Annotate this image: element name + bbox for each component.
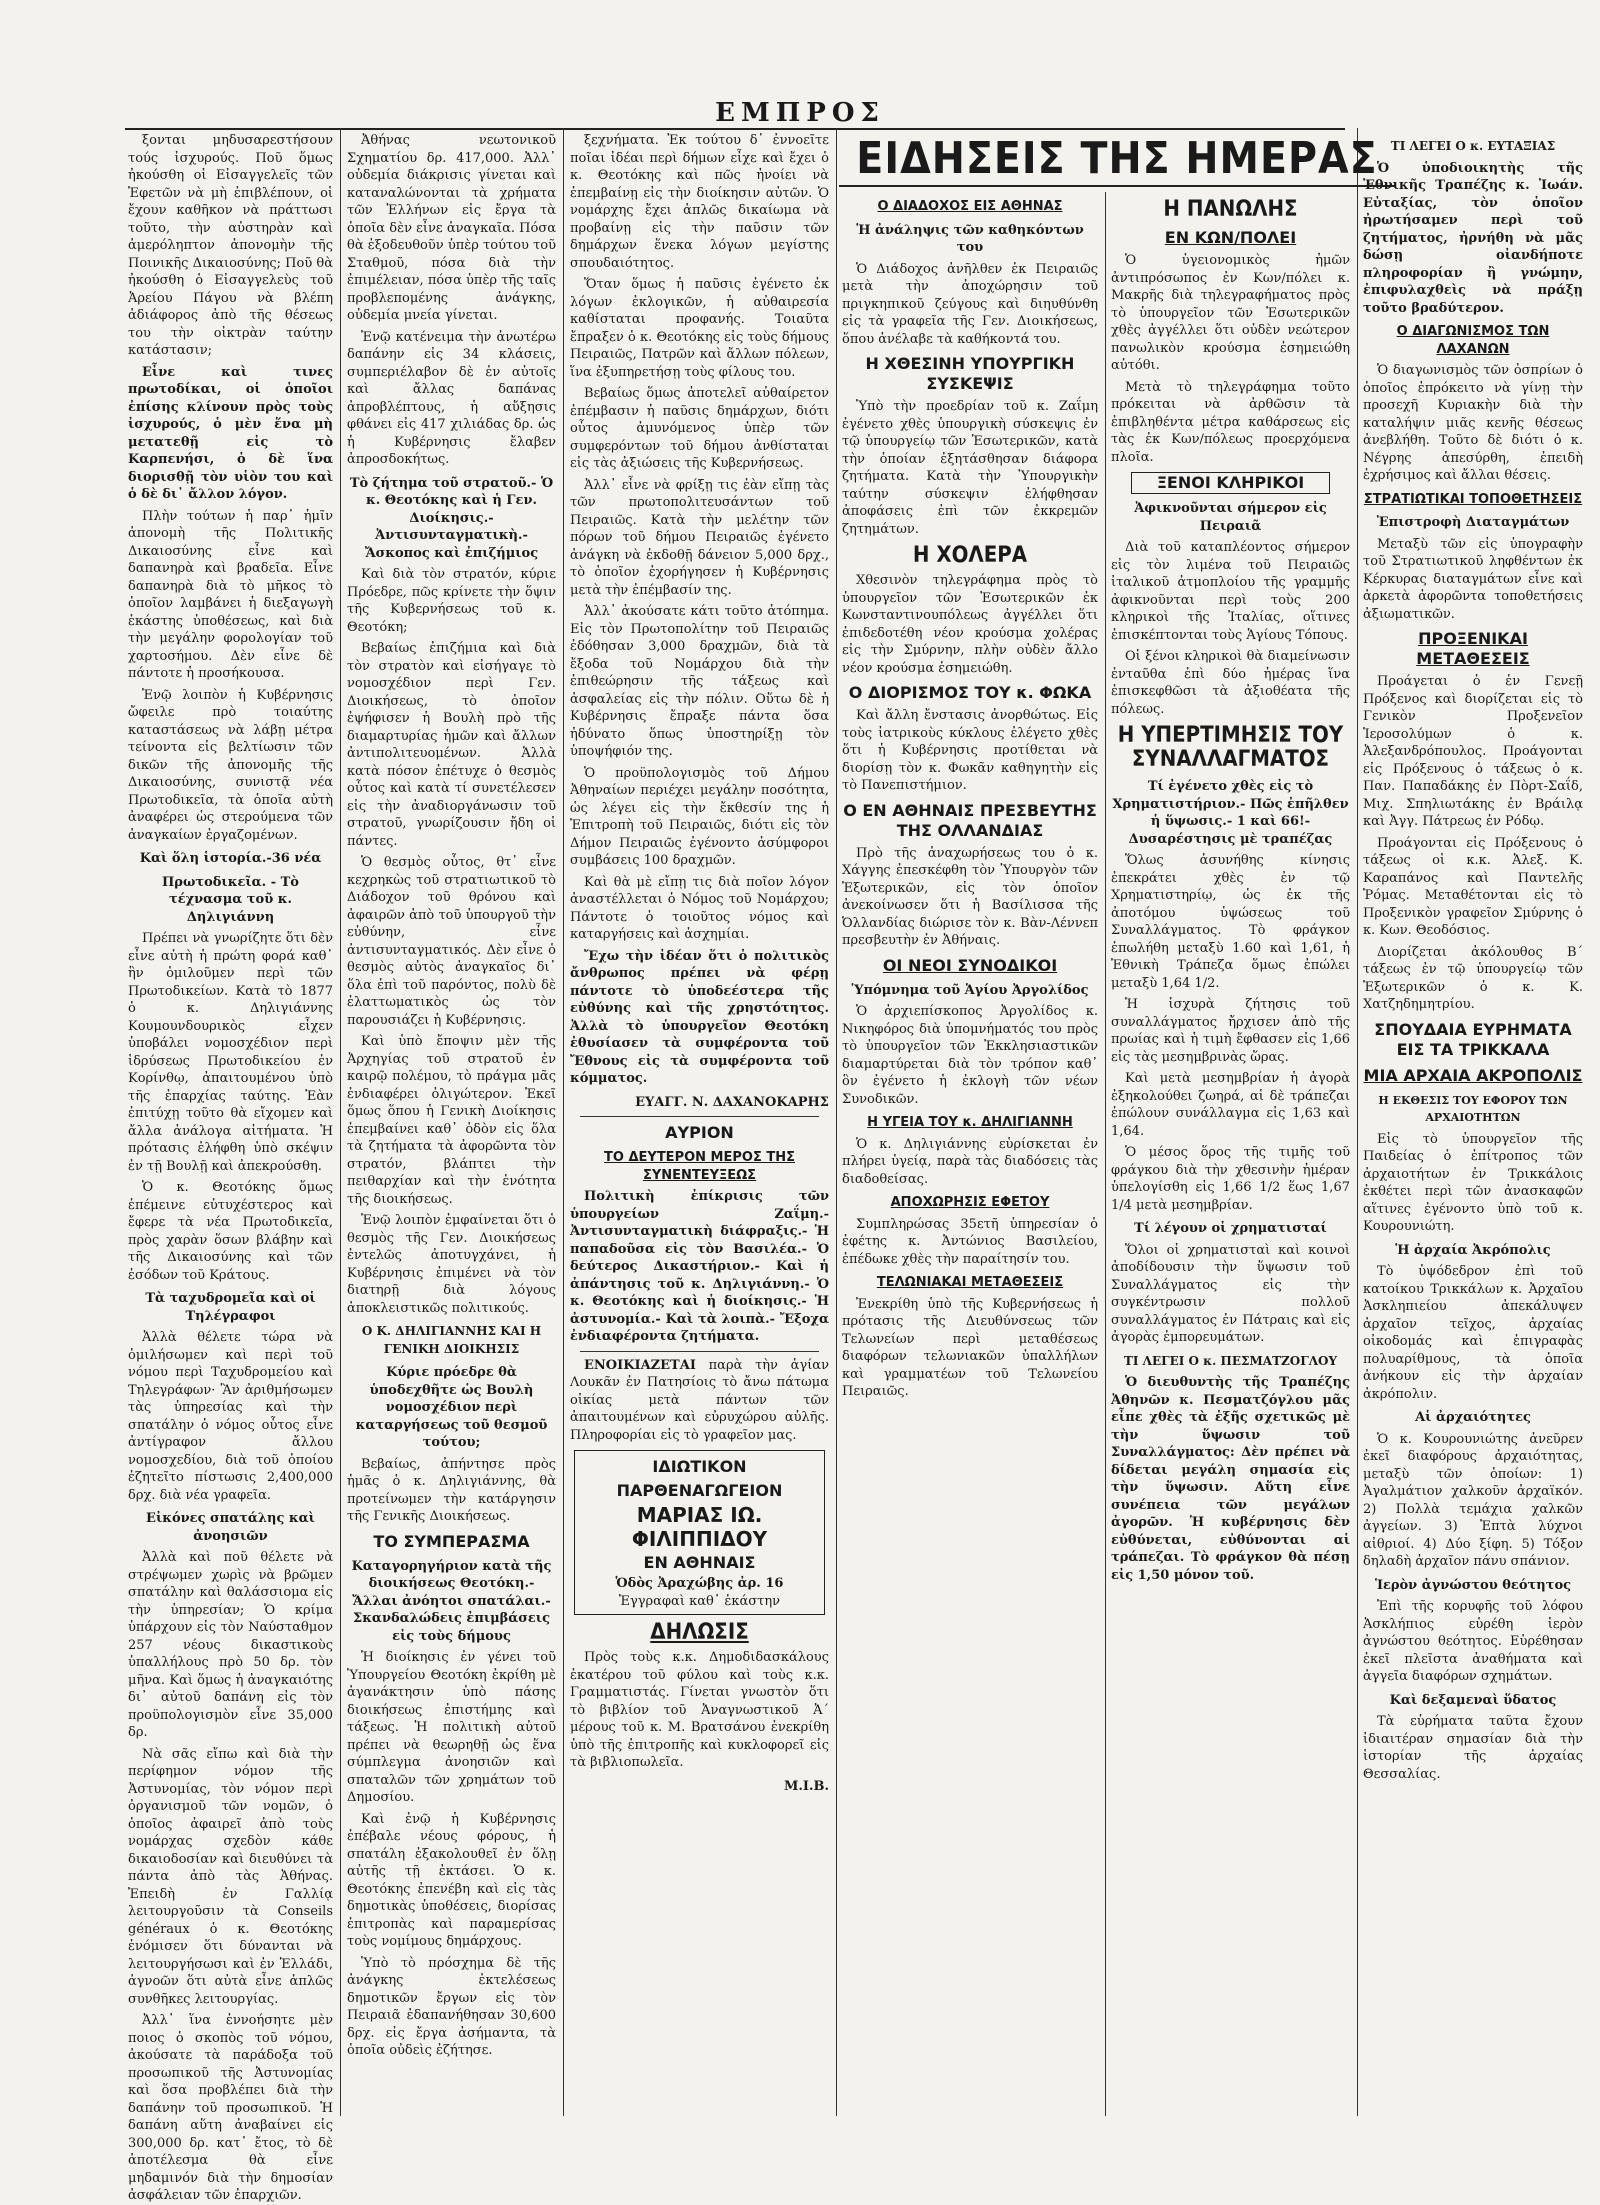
article-paragraph: Ἀλλ᾽ εἶνε νὰ φρίξῃ τις ἐὰν εἴπῃ τὰς τῶν πρωτοπολιτευσάντων τοῦ Πειραιῶς. Κατὰ τὴν μελέτην τῶν πόρων τοῦ δήμου Πειραιῶς ἐγένετο ἀνάγκη νὰ ἐκδοθῇ δάνειον 5,000 δρχ., τὸ ὁποῖον ἐχορήγησεν ἡ Κυβέρνησις μετὰ τὴν ἐπέμβασίν της. bbox=[570, 477, 829, 598]
column-4 bbox=[842, 192, 1098, 2111]
article-paragraph: Πολιτικὴ ἐπίκρισις τῶν ὑπουργείων Ζαΐμη.- Ἀντισυνταγματικὴ διάφραξις.- Ἡ παπαδοῦσα εἰς τὸν Βασιλέα.- Ὁ δεύτερος Δικαστήριον.- Καὶ ἡ ἀπάντησις τοῦ κ. Δηλιγιάννη.- Ὁ κ. Θεοτόκης καὶ ἡ διοίκησις.- Ἡ ἀστυνομία.- Καὶ τὰ λοιπὰ.- Ἔξοχα ἐνδιαφέροντα ζητήματα. bbox=[570, 1189, 829, 1344]
section-heading: Η ΧΟΛΕΡΑ bbox=[912, 543, 1028, 568]
subheading: Κύριε πρόεδρε θὰ ὑποδεχθῆτε ὡς Βουλὴ νομοσχέδιον περὶ καταργήσεως τοῦ θεσμοῦ τούτου; bbox=[355, 1365, 548, 1450]
subheading: Η ΕΚΘΕΣΙΣ ΤΟΥ ΕΦΟΡΟΥ ΤΩΝ ΑΡΧΑΙΟΤΗΤΩΝ bbox=[1378, 1093, 1568, 1124]
subheading: ΤΙ ΛΕΓΕΙ Ο κ. ΠΕΣΜΑΤΖΟΓΛΟΥ bbox=[1123, 1353, 1338, 1368]
section-heading: Ο ΔΙΟΡΙΣΜΟΣ ΤΟΥ κ. ΦΩΚΑ bbox=[848, 683, 1092, 702]
article-paragraph: Ἀλλὰ θέλετε τώρα νὰ ὁμιλήσωμεν καὶ περὶ τοῦ νόμου περὶ Ταχυδρομείου καὶ Τηλεγράφων· Ἂν ἀριθμήσωμεν τὰς ὑπηρεσίας καὶ τὴν σπατάλην ὁ νόμος οὗτος εἶνε ἀντίγραφον ἄλλου νομοσχεδίου, διὰ τοῦ ὁποίου ἐζητεῖτο πίστωσις 2,400,000 δρχ. διὰ νέα γραφεῖα. bbox=[128, 1330, 333, 1503]
separator bbox=[580, 1116, 819, 1117]
column-2 bbox=[347, 132, 556, 2111]
ad-address: Ὁδὸς Ἀραχώβης ἀρ. 16 bbox=[615, 1576, 784, 1591]
signature: ΕΥΑΓΓ. Ν. ΔΑΧΑΝΟΚΑΡΗΣ bbox=[635, 1094, 829, 1110]
subheading: Καὶ ὅλη ἱστορία.-36 νέα bbox=[139, 851, 322, 866]
news-of-the-day-banner: ΕΙΔΗΣΕΙΣ ΤΗΣ ΗΜΕΡΑΣ bbox=[839, 133, 1395, 187]
section-heading: ΑΠΟΧΩΡΗΣΙΣ ΕΦΕΤΟΥ bbox=[890, 1195, 1050, 1210]
article-paragraph: Ἔχω τὴν ἰδέαν ὅτι ὁ πολιτικὸς ἄνθρωπος πρέπει νὰ φέρῃ πάντοτε τὸ ὑποδεέστερα τῆς εὐθύνης καὶ τῆς χρηστότητος. Ἀλλὰ τὸ ὑπουργεῖον Θεοτόκη ἐθυσίασεν τὰ συμφέροντα τοῦ Ἔθνους εἰς τὰ συμφέροντα τοῦ κόμματος. bbox=[570, 948, 829, 1086]
signature: Μ.Ι.Β. bbox=[783, 1778, 829, 1794]
article-paragraph: Πλὴν τούτων ἡ παρ᾽ ἡμῖν ἀπονομὴ τῆς Πολιτικῆς Δικαιοσύνης εἶνε καὶ δαπανηρὰ καὶ βραδεῖα. Εἶνε δαπανηρὰ διὰ τὸ μῆκος τὸ ὁποῖον λαμβάνει ἡ διεξαγωγὴ ἑκάστης ὑποθέσεως, καὶ διὰ τὴν μεγάλην φορολογίαν τοῦ χαρτοσήμου. Δὲν εἶνε δὲ πάντοτε ἡ προσήκουσα. bbox=[128, 508, 333, 681]
article-paragraph: Καὶ θὰ μὲ εἴπῃ τις διὰ ποῖον λόγον ἀναστέλλεται ὁ Νόμος τοῦ Νομάρχου; Πάντοτε ὁ τοιοῦτος νόμος καὶ καταργήσεις καὶ ἀσχημίαι. bbox=[570, 874, 829, 942]
ad-title: ΕΝ ΑΘΗΝΑΙΣ bbox=[643, 1553, 756, 1572]
subheading: Ἡ ἀρχαία Ἀκρόπολις bbox=[1395, 1242, 1551, 1258]
article-paragraph: Τὸ ὑψόδεδρον ἐπὶ τοῦ κατοίκου Τρικκάλων κ. Ἀρχαῖου Ἀσκληπιείου ἀπεκάλυψεν ἀρχαῖον τεῖχος, ἀρχαίας οἰκοδομάς καὶ ἐπιγραφὰς πολυαρίθμους, τὰ ὁποῖα ἀνήκουν εἰς τὴν ἀρχαίαν ἀκρόπολιν. bbox=[1363, 1264, 1583, 1402]
article-paragraph: Βεβαίως ἐπιζήμια καὶ διὰ τὸν στρατὸν καὶ εἰσήγαγε τὸ νομοσχέδιον περὶ Γεν. Διοικήσεως, τὸ ὁποῖον ἐψήφισεν ἡ Βουλὴ πρὸ τῆς διαμαρτυρίας ἡμῶν καὶ ἄλλων ἀντιπολιτευομένων. Ἀλλὰ κατὰ πόσον ἐπέτυχε ὁ θεσμὸς οὗτος καὶ κατὰ τί συνετέλεσεν εἰς τὴν ἀναδιοργάνωσιν τοῦ στρατοῦ, γνωρίζουσιν ἤδη οἱ πάντες. bbox=[347, 641, 556, 849]
subheading: Ἱερὸν ἀγνώστου θεότητος bbox=[1374, 1577, 1572, 1593]
article-paragraph: Μετὰ τὸ τηλεγράφημα τοῦτο πρόκειται νὰ ἀρθῶσιν τὰ ἐπιβληθέντα μέτρα καθάρσεως εἰς τὰς ἐκ Κων/πόλεως προερχόμενα πλοῖα. bbox=[1111, 379, 1350, 465]
subheading: Ο Κ. ΔΗΛΙΓΙΑΝΝΗΣ ΚΑΙ Η ΓΕΝΙΚΗ ΔΙΟΙΚΗΣΙΣ bbox=[361, 1324, 542, 1356]
article-paragraph: Τὰ εὑρήματα ταῦτα ἔχουν ἰδιαιτέραν σημασίαν διὰ τὴν ἱστορίαν τῆς ἀρχαίας Θεσσαλίας. bbox=[1363, 1714, 1583, 1782]
ad-note: Ἐγγραφαὶ καθ᾽ ἑκάστην bbox=[618, 1593, 781, 1609]
ad-title: ΜΑΡΙΑΣ ΙΩ. ΦΙΛΙΠΠΙΔΟΥ bbox=[631, 1503, 768, 1551]
article-paragraph: Ἐπὶ τῆς κορυφῆς τοῦ λόφου Ἀσκλήπιος εὑρέθη ἱερὸν ἀγνώστου θεότητος. Εὑρέθησαν ἐκεῖ πλεῖστα ἀναθήματα καὶ ἀγγεῖα διαφόρων σχημάτων. bbox=[1363, 1599, 1583, 1684]
ad-title: ΙΔΙΩΤΙΚΟΝ ΠΑΡΘΕΝΑΓΩΓΕΙΟΝ bbox=[616, 1457, 783, 1500]
section-heading: ΑΥΡΙΟΝ bbox=[665, 1123, 734, 1142]
section-heading: Ο ΔΙΑΓΩΝΙΣΜΟΣ ΤΩΝ ΛΑΧΑΝΩΝ bbox=[1396, 324, 1550, 357]
article-paragraph: Χθεσινὸν τηλεγράφημα πρὸς τὸ ὑπουργεῖον τῶν Ἐσωτερικῶν ἐκ Κωνσταντινουπόλεως ἀγγέλλει ὅτι ἐπιδεδοτέθη νέον κρούσμα χολέρας εἰς τὴν Σμύρνην, πλὴν οὐδὲν ἄλλο νέον κρούσμα ἐσημειώθη. bbox=[842, 573, 1098, 676]
article-paragraph: Ἀλλὰ καὶ ποῦ θέλετε νὰ στρέψωμεν χωρὶς νὰ βρῶμεν σπατάλην καὶ θαλάσσιομα εἰς τὴν ὑπηρεσίαν; Ὁ κρίμα ὑπάρχουν εἰς τὸν Ναύσταθμον 257 νέους δικαστικοὺς ὑπαλλήλους πρὸ 50 δρ. τὸν μῆνα. Καὶ ὅμως ἡ ἀναγκαιότης δι᾽ αὐτοῦ δαπάνη εἰς τὸν προϋπολογισμὸν εἶνε 35,000 δρ. bbox=[128, 1550, 333, 1740]
subheading: Τί λέγουν οἱ χρηματισταί bbox=[1134, 1221, 1327, 1236]
column-1 bbox=[128, 132, 333, 2203]
subheading: Ἡ ἀνάληψις τῶν καθηκόντων του bbox=[856, 222, 1084, 255]
column-5 bbox=[1111, 192, 1350, 2111]
article-paragraph: Ὅλοι οἱ χρηματισταὶ καὶ κοινοὶ ἀποδίδουσιν τὴν ὕψωσιν τοῦ Συναλλάγματος εἰς τὴν συγκέντρωσιν πολλοῦ συναλλάγματος ἐν Πάτραις καὶ εἰς ἀγορὰς ἐμπορευμάτων. bbox=[1111, 1242, 1350, 1345]
article-paragraph: Καὶ ἐνῷ ἡ Κυβέρνησις ἐπέβαλε νέους φόρους, ἡ σπατάλη ἐξακολουθεῖ ἐν ὅλῃ αὐτῆς τῇ ἐκτάσει. Ὁ κ. Θεοτόκης ἐπενέβη καὶ εἰς τὰς δημοτικὰς ὑποθέσεις, διορίσας ἐπιτροπὰς καὶ παραμερίσας τοὺς νομίμους δημάρχους. bbox=[347, 1811, 556, 1949]
article-paragraph: Εἰς τὸ ὑπουργεῖον τῆς Παιδείας ὁ ἐπίτροπος τῶν ἀρχαιοτήτων ἐν Τρικκάλοις ἐκθέτει περὶ τῶν ἀνασκαφῶν αἵτινες ἐγένοντο ὑπὸ τοῦ κ. Κουρουνιώτη. bbox=[1363, 1131, 1583, 1234]
section-heading: ΤΕΛΩΝΙΑΚΑΙ ΜΕΤΑΘΕΣΕΙΣ bbox=[876, 1275, 1064, 1290]
article-paragraph: Συμπληρώσας 35ετῆ ὑπηρεσίαν ὁ ἐφέτης κ. Ἀντώνιος Βασιλείου, ἐπέδωκε χθὲς τὴν παραίτησίν του. bbox=[842, 1216, 1098, 1267]
article-paragraph: Διορίζεται ἀκόλουθος Β΄ τάξεως ἐν τῷ ὑπουργείῳ τῶν Ἐξωτερικῶν ὁ κ. Κ. Χατζηδημητρίου. bbox=[1363, 944, 1583, 1012]
column-divider bbox=[1357, 128, 1358, 2116]
article-paragraph: Βεβαίως ὅμως ἀποτελεῖ αὐθαίρετον ἐπέμβασιν ἡ παῦσις δημάρχων, διότι οὗτος ἀμυνόμενος ὑπὲρ τῶν συμφερόντων τοῦ δήμου ἀνθίσταται εἰς τὰς ἀξιώσεις τῆς Κυβερνήσεως. bbox=[570, 386, 829, 471]
article-paragraph: Ὁ θεσμὸς οὗτος, θτ᾽ εἶνε κεχρηκὼς τοῦ στρατιωτικοῦ τὸ Διάδοχον τοῦ θρόνου καὶ ἀφαιρῶν ἀπὸ τοῦ ὑπουργοῦ τὴν εὐθύνην, εἶνε ἀντισυνταγματικός. Δὲν εἶνε ὁ θεσμὸς αὐτὸς ἀναγκαῖος δι᾽ ὅλα ἐπὶ τοῦ παρόντος, πολὺ δὲ ἐλαττωματικὸς ὡς τὸν παρουσιάζει ἡ Κυβέρνησις. bbox=[347, 855, 556, 1028]
article-paragraph: Ὁ προϋπολογισμὸς τοῦ Δήμου Ἀθηναίων περιέχει μεγάλην ποσότητα, ὡς λέγει εἰς τὴν ἔκθεσίν της ἡ Ἐπιτροπὴ τοῦ Πειραιῶς, διότι εἰς τὸν Δήμον Πειραιῶς ἐγένοντο ἀσύμφοροι συμβάσεις 100 δραχμῶν. bbox=[570, 765, 829, 868]
section-heading: ΞΕΝΟΙ ΚΛΗΡΙΚΟΙ bbox=[1131, 472, 1330, 494]
article-paragraph: Οἱ ξένοι κληρικοὶ θὰ διαμείνωσιν ἐνταῦθα ἐπὶ δύο ἡμέρας ἵνα ἐπισκεφθῶσι τὰ ἀξιοθέατα τῆς πόλεως. bbox=[1111, 649, 1350, 717]
article-paragraph: Πρὸς τοὺς κ.κ. Δημοδιδασκάλους ἑκατέρου τοῦ φύλου καὶ τοὺς κ.κ. Γραμματιστάς. Γίνεται γνωστὸν ὅτι τὸ βιβλίον τοῦ Ἀναγνωστικοῦ Ἀ΄ μέρους τοῦ κ. Μ. Βρατσάνου ἐνεκρίθη ὑπὸ τῆς ἐπιτροπῆς καὶ κυκλοφορεῖ εἰς τὰ βιβλιοπωλεῖα. bbox=[570, 1650, 829, 1770]
article-paragraph: Ὅλως ἀσυνήθης κίνησις ἐπεκράτει χθὲς ἐν τῷ Χρηματιστηρίῳ, ὡς ἐκ τῆς ἀποτόμου ὑψώσεως τοῦ Συναλλάγματος. Τὸ φράγκον ἐπωλήθη μεταξὺ 1.60 καὶ 1,61, ἡ Ἐθνικὴ Τράπεζα ὅμως ἐπώλει μεταξὺ 1,64 1/2. bbox=[1111, 853, 1350, 991]
article-paragraph: Ὁ διαγωνισμὸς τῶν ὀσπρίων ὁ ὁποῖος ἐπρόκειτο νὰ γίνῃ τὴν προσεχῆ Κυριακὴν διὰ τὴν καταλήψιν μιᾶς κενῆς θέσεως ἀνεβλήθη. Τοῦτο δὲ διότι ὁ κ. Νέγρης ἀπεσύρθη, ἐπειδὴ ἐχρήσιμος καὶ ἄλλαι θέσεις. bbox=[1363, 363, 1583, 483]
subheading: Καταγορηγήριον κατὰ τῆς διοικήσεως Θεοτόκη.- Ἄλλαι ἀνόητοι σπατάλαι.- Σκανδαλώδεις ἐπιμβάσεις εἰς τοὺς δήμους bbox=[351, 1558, 552, 1644]
article-paragraph: Καὶ μετὰ μεσημβρίαν ἡ ἀγορὰ ἐξηκολούθει ζωηρά, αἱ δὲ τράπεζαι ἐπώλουν συνάλλαγμα εἰς 1,63 καὶ 1,64. bbox=[1111, 1071, 1350, 1139]
article-paragraph: Ὁ κ. Θεοτόκης ὅμως ἐπέμεινε εὐτυχέστερος καὶ ἔφερε τὰ νέα Πρωτοδικεῖα, πρὸς χαρὰν ὅσων βλάβην καὶ τῆς Δικαιοσύνης καὶ τῶν ἐσόδων τοῦ Κράτους. bbox=[128, 1180, 333, 1283]
article-paragraph: Πρὸ τῆς ἀναχωρήσεως του ὁ κ. Χάγγης ἐπεσκέφθη τὸν Ὑπουργὸν τῶν Ἐξωτερικῶν, εἰς τὸν ὁποῖον ἀνεκοίνωσεν ὅτι ἡ Βασίλισσα τῆς Ὀλλανδίας διώρισε τὸν κ. Βὰν-Λέννεπ πρεσβευτὴν ἐν Ἀθήναις. bbox=[842, 845, 1098, 948]
article-paragraph: Ἡ ἰσχυρὰ ζήτησις τοῦ συναλλάγματος ἤρχισεν ἀπὸ τῆς πρωίας καὶ ἡ τιμὴ ἔφθασεν εἰς 1,66 εἰς τὰς μεσημβρινὰς ὥρας. bbox=[1111, 997, 1350, 1065]
article-paragraph: Νὰ σᾶς εἴπω καὶ διὰ τὴν περίφημον νόμον τῆς Ἀστυνομίας, τὸν νόμον περὶ ὀργανισμοῦ τῶν νομῶν, ὁ ὁποῖος ἀφαιρεῖ ἀπὸ τοὺς νομάρχας σχεδὸν κάθε δικαιοδοσίαν καὶ διευθύνει τὰ πάντα ἀπὸ τὰς Ἀθήνας. Ἐπειδὴ ἐν Γαλλίᾳ λειτουργοῦσιν τὰ Conseils généraux ὁ κ. Θεοτόκης ἐνόμισεν ὅτι δύνανται νὰ λειτουργήσωσι καὶ ἐν Ἑλλάδι, ἀγνοῶν ὅτι αὐτὰ εἶνε ἀπλῶς συνθῆκες λειτουργίας. bbox=[128, 1746, 333, 2007]
subheading: Καὶ δεξαμεναὶ ὕδατος bbox=[1389, 1692, 1557, 1708]
article-paragraph: Εἶνε καὶ τινες πρωτοδίκαι, οἱ ὁποῖοι ἐπίσης κλίνουν πρὸς τοὺς ἰσχυρούς, ὁ μὲν ἕνα μὴ μετατεθῇ εἰς τὸ Καρπενήσι, ὁ δὲ ἵνα διορισθῇ τὸν υἱὸν του καὶ ὁ δὲ δι᾽ ἄλλον λόγον. bbox=[128, 364, 333, 502]
article-paragraph: Διὰ τοῦ καταπλέοντος σήμερον εἰς τὸν λιμένα τοῦ Πειραιῶς ἰταλικοῦ ἀτμοπλοίου τῆς γραμμῆς ἀφικνοῦνται περὶ τοὺς 200 κληρικοὶ τῆς Ἰταλίας, οἵτινες ἐπισκέπτονται τοὺς Ἁγίους Τόπους. bbox=[1111, 540, 1350, 643]
article-paragraph: Ἐνῷ λοιπὸν ἐμφαίνεται ὅτι ὁ θεσμὸς τῆς Γεν. Διοικήσεως ἐντελῶς ἀποτυγχάνει, ἡ Κυβέρνησις ἐπιμένει νὰ τὸν διατηρῇ διὰ λόγους ἀποκλειστικῶς πολιτικούς. bbox=[347, 1213, 556, 1316]
section-heading: Η ΥΠΕΡΤΙΜΗΣΙΣ ΤΟΥ ΣΥΝΑΛΛΑΓΜΑΤΟΣ bbox=[1117, 723, 1344, 772]
subheading: ΜΙΑ ΑΡΧΑΙΑ ΑΚΡΟΠΟΛΙΣ bbox=[1363, 1065, 1583, 1085]
article-paragraph: Πρέπει νὰ γνωρίζητε ὅτι δὲν εἶνε αὐτὴ ἡ πρώτη φορά καθ᾽ ἣν ὁμιλοῦμεν περὶ τῶν Πρωτοδικείων. Κατὰ τὸ 1877 ὁ κ. Δηλιγιάννης Κουμουνδουρικὸς εἶχεν ὑποβάλει νομοσχέδιον περὶ ἱδρύσεως Πρωτοδικείου ἐν Κορίνθῳ, ἀπαιτουμένου ὑπὸ τῆς ἐπαρχίας ταύτης. Ἐὰν ἐπιτύχῃ τοῦτο θὰ εἴχομεν καὶ ἄλλα ἀνάλογα αἰτήματα. Ἡ πρότασις ἐλήφθη ὑπὸ σκέψιν ἐν τῇ Βουλῇ καὶ ἀπεκρούσθη. bbox=[128, 931, 333, 1174]
article-paragraph: Ἐνῷ κατένειμα τὴν ἀνωτέρω δαπάνην εἰς 34 κλάσεις, συμπεριέλαβον δὲ ἐν αὐτοῖς καὶ ἄλλας δαπάνας ἀπροβλέπτους, ἡ αὔξησις φθάνει εἰς 417 χιλιάδας δρ. ὡς ἡ Κυβέρνησις ἔλαβεν ἀπροσδοκήτως. bbox=[347, 329, 556, 467]
article-paragraph: Καὶ διὰ τὸν στρατόν, κύριε Πρόεδρε, πῶς κρίνετε τὴν ὅψιν τῆς Κυβερνήσεως τοῦ κ. Θεοτόκη; bbox=[347, 567, 556, 635]
subheading: Τὰ ταχυδρομεῖα καὶ οἱ Τηλέγραφοι bbox=[145, 1291, 316, 1324]
subheading: Τί ἐγένετο χθὲς εἰς τὸ Χρηματιστήριον.- Πῶς ἐπῆλθεν ἡ ὕψωσις.- 1 καὶ 66!- Δυσαρέστησις μὲ τραπέζας bbox=[1112, 779, 1349, 847]
column-divider bbox=[1105, 192, 1106, 2116]
article-paragraph: Καὶ ὑπὸ ἔποψιν μὲν τῆς Ἀρχηγίας τοῦ στρατοῦ ἐν καιρῷ πολέμου, τὸ πράγμα μᾶς ἐνδιαφέρει ὀλιγώτερον. Ἐκεῖ ὅμως ὅπου ἡ Γενικὴ Διοίκησις ἐπεμβαίνει καθ᾽ ὁδὸν εἰς ὅλα τὰ ζητήματα τὰ ἀφορῶντα τὸν στρατόν, βλάπτει τὴν πειθαρχίαν καὶ τὴν ἑνότητα τῆς διοικήσεως. bbox=[347, 1034, 556, 1207]
article-paragraph: Ὁ κ. Δηλιγιάννης εὑρίσκεται ἐν πλήρει ὑγείᾳ, παρὰ τὰς διαδόσεις τὰς διαδοθείσας. bbox=[842, 1136, 1098, 1187]
column-divider bbox=[340, 128, 341, 2116]
section-heading: Η ΠΑΝΩΛΗΣ bbox=[1163, 197, 1298, 222]
column-divider bbox=[836, 128, 837, 2116]
article-paragraph: Ἀλλ᾽ ἵνα ἐννοήσητε μὲν ποιος ὁ σκοπὸς τοῦ νόμου, ἀκούσατε τὰ παράδοξα τοῦ προσωπικοῦ τῆς Ἀστυνομίας καὶ ὅσα προβλέπει διὰ τὴν δαπάνην τοῦ προσωπικοῦ. Ἡ δαπάνη αὕτη ἀναβαίνει εἰς 300,000 δρ. κατ᾽ ἔτος, τὸ δὲ ἀποτέλεσμα θὰ εἶνε μηδαμινόν διὰ τὴν δημοσίαν ἀσφάλειαν τῶν ἐπαρχιῶν. bbox=[128, 2013, 333, 2203]
section-heading: ΣΤΡΑΤΙΩΤΙΚΑΙ ΤΟΠΟΘΕΤΗΣΕΙΣ bbox=[1363, 491, 1583, 507]
section-heading: Ο ΔΙΑΔΟΧΟΣ ΕΙΣ ΑΘΗΝΑΣ bbox=[877, 199, 1063, 214]
article-paragraph: Καὶ ἄλλη ἔνστασις ἀνορθώτως. Εἰς τοὺς ἰατρικοὺς κύκλους ἐλέγετο χθὲς ὅτι ἡ Κυβέρνησις προτίθεται νὰ διορίσῃ τὸν κ. Φωκᾶν καθηγητὴν εἰς τὸ Πανεπιστήμιον. bbox=[842, 708, 1098, 793]
article-paragraph: Ὁ ὑγειονομικὸς ἡμῶν ἀντιπρόσωπος ἐν Κων/πόλει κ. Μακρῆς διὰ τηλεγραφήματος πρὸς τὸ ὑπουργεῖον τῶν Ἐσωτερικῶν χθὲς ἀγγέλλει ὅτι οὐδὲν νεώτερον πανωλικὸν κρούσμα ἐσημειώθη αὐτόθι. bbox=[1111, 253, 1350, 373]
subheading: Ὑπόμνημα τοῦ Ἁγίου Ἀργολίδος bbox=[851, 982, 1089, 998]
article-paragraph: Ἐνεκρίθη ὑπὸ τῆς Κυβερνήσεως ἡ πρότασις τῆς Διευθύνσεως τῶν Τελωνείων περὶ μεταθέσεως διαφόρων τελωνιακῶν ὑπαλλήλων καὶ γραμματέων τοῦ Τελωνείου Πειραιῶς. bbox=[842, 1296, 1098, 1399]
article-paragraph: Προάγονται εἰς Πρόξενους ὁ τάξεως οἱ κ.κ. Ἀλεξ. Κ. Καραπάνος καὶ Παντελῆς Ῥόμας. Μεταθέτονται εἰς τὸ Προξενικὸν γραφεῖον Σμύρνης ὁ κ. Κων. Θεοδόσιος. bbox=[1363, 835, 1583, 938]
article-paragraph: Ὑπὸ τὴν προεδρίαν τοῦ κ. Ζαΐμη ἐγένετο χθὲς ὑπουργικὴ σύσκεψις ἐν τῷ ὑπουργείῳ τῶν Ἐσωτερικῶν, κατὰ τὴν ὁποίαν ἐξητάσθησαν διάφορα ζητήματα. Κατὰ τὴν Ὑπουργικὴν ταύτην σύσκεψιν ἐλήφθησαν ἀποφάσεις ἐπὶ τῶν ἐκκρεμῶν ζητημάτων. bbox=[842, 399, 1098, 537]
article-paragraph bbox=[570, 1357, 829, 1445]
article-paragraph: Βεβαίως, ἀπήντησε πρὸς ἡμᾶς ὁ κ. Δηλιγιάννης, θὰ προτείνωμεν τὴν κατάργησιν τῆς Γενικῆς Διοικήσεως. bbox=[347, 1456, 556, 1524]
subheading: ΤΟ ΔΕΥΤΕΡΟΝ ΜΕΡΟΣ ΤΗΣ ΣΥΝΕΝΤΕΥΞΕΩΣ bbox=[604, 1150, 795, 1183]
subheading: Αἱ ἀρχαιότητες bbox=[1415, 1410, 1531, 1425]
subheading: Πρωτοδικεῖα. - Τὸ τέχνασμα τοῦ κ. Δηλιγιάννη bbox=[162, 874, 299, 925]
article-paragraph: Προάγεται ὁ ἐν Γενεῇ Πρόξενος καὶ διορίζεται εἰς τὸ Γενικὸν Προξενεῖον Ἱεροσολύμων ὁ κ. Ἀλεξανδρόπουλος. Προάγονται εἰς Πρόξενους ὁ τάξεως ὁ κ. Παν. Παπαδάκης ἐν Πὸρτ-Σαΐδ, Μιχ. Σπηλιωτάκης ἐν Βράιλᾳ καὶ Ἀγγ. Πάτρεως ἐν Ρόδῳ. bbox=[1363, 674, 1583, 829]
separator bbox=[580, 1351, 819, 1352]
article-paragraph: Ἀθήνας νεωτονικοῦ Σχηματίου δρ. 417,000. Ἀλλ᾽ οὐδεμία διάκρισις γίνεται καὶ καταναλώνονται τὰ χρήματα τῶν Ἑλλήνων εἰς ἔργα τὰ ὁποῖα δὲν εἶνε ἀναγκαῖα. Πόσα θὰ ἐξοδευθοῦν ὑπὲρ τούτου τοῦ Σταθμοῦ, πόσα διὰ τὴν ἐπιμέλειαν, πόσα ὑπὲρ τῆς ταῖς προβλεπομένης ἀνάγκης, οὐδεμία μνεία γίνεται. bbox=[347, 133, 556, 323]
article-paragraph: Ὅταν ὅμως ἡ παῦσις ἐγένετο ἐκ λόγων ἐκλογικῶν, ἡ αὐθαιρεσία καθίσταται προφανής. Τοιαῦτα ἔπραξεν ὁ κ. Θεοτόκης εἰς τοὺς δήμους Πειραιῶς, Πατρῶν καὶ ἄλλων πόλεων, ἵνα ἐξυπηρετήσῃ τοὺς φίλους του. bbox=[570, 277, 829, 380]
column-3 bbox=[570, 132, 829, 2111]
masthead-rule bbox=[125, 128, 1345, 130]
section-heading: ΟΙ ΝΕΟΙ ΣΥΝΟΔΙΚΟΙ bbox=[882, 955, 1058, 975]
subheading: Τὸ ζήτημα τοῦ στρατοῦ.- Ὁ κ. Θεοτόκης καὶ ἡ Γεν. Διοίκησις.- Ἀντισυνταγματικὴ.- Ἄσκοπος καὶ ἐπιζήμιος bbox=[349, 475, 554, 561]
article-paragraph: Ὁ Διάδοχος ἀνῆλθεν ἐκ Πειραιῶς μετὰ τὴν ἀποχώρησιν τοῦ πριγκηπικοῦ ζεύγους καὶ διηυθύνθη εἰς τὰ γραφεῖα τῆς Γεν. Διοικήσεως, ὅπου ἀνέλαβε τὰ καθήκοντά του. bbox=[842, 261, 1098, 347]
subheading: ΕΝ ΚΩΝ/ΠΟΛΕΙ bbox=[1164, 228, 1297, 247]
article-paragraph: Ὁ ὑποδιοικητὴς τῆς Ἐθνικῆς Τραπέζης κ. Ἰωάν. Εὐταξίας, τὸν ὁποῖον ἠρωτήσαμεν περὶ τοῦ ζητήματος, ἠρνήθη νὰ μᾶς δώσῃ οἰανδήποτε πληροφορίαν ἢ γνώμην, ἐπιφυλαχθεὶς νὰ πράξῃ τοῦτο βραδύτερον. bbox=[1363, 160, 1583, 316]
article-paragraph: ξεχνήματα. Ἐκ τούτου δ᾽ ἐννοεῖτε ποῖαι ἰδέαι περὶ δήμων εἶχε καὶ ἔχει ὁ κ. Θεοτόκης καὶ πῶς ἠνοίει νὰ ἐπεμβαίνῃ εἰς τὴν διοίκησιν αὐτῶν. Ὁ νομάρχης ἔχει ἁπλῶς δικαίωμα νὰ προβαίνῃ εἰς τὴν παῦσιν τῶν δημάρχων ἕνεκα λόγων μεγίστης σπουδαιότητος. bbox=[570, 133, 829, 271]
subheading: Ἀφικνοῦνται σήμερον εἰς Πειραιᾶ bbox=[1134, 501, 1327, 534]
article-paragraph: ξονται μηδυσαρεστήσουν τούς ἰσχυρούς. Ποῦ ὅμως ἠκούσθη οἱ Εἰσαγγελεῖς τῶν Ἐφετῶν νὰ μὴ ἐπιβλέπουν, οἱ ἔχουν καθῆκον νὰ πράττωσι τοῦτο, τὴν αὐστηρὰν καὶ ἀμερόληπτον ἀπονομὴν τῆς Ποινικῆς Δικαιοσύνης; Ποῦ θὰ ἠκούσθη ὁ Εἰσαγγελεὺς τοῦ Ἀρείου Πάγου νὰ βλέπη ἀδιάφορος ἀπὸ τῆς θέσεως του τὴν οἰκτρὰν ταύτην κατάστασιν; bbox=[128, 133, 333, 358]
article-paragraph: Ἡ διοίκησις ἐν γένει τοῦ Ὑπουργείου Θεοτόκη ἐκρίθη μὲ ἀγανάκτησιν ὑπὸ πάσης διοικήσεως ἐπιστήμης καὶ τάξεως. Ἡ πολιτικὴ αὐτοῦ πρέπει νὰ θεωρηθῇ ὡς ἕνα σύμπλεγμα ἀνοησιῶν καὶ σπαταλῶν τῶν χρημάτων τοῦ Δημοσίου. bbox=[347, 1650, 556, 1805]
section-heading: ΤΙ ΛΕΓΕΙ Ο κ. ΕΥΤΑΞΙΑΣ bbox=[1390, 139, 1556, 153]
section-heading: Ο ΕΝ ΑΘΗΝΑΙΣ ΠΡΕΣΒΕΥΤΗΣ ΤΗΣ ΟΛΛΑΝΔΙΑΣ bbox=[843, 800, 1097, 840]
section-heading: ΠΡΟΞΕΝΙΚΑΙ ΜΕΤΑΘΕΣΕΙΣ bbox=[1416, 629, 1530, 668]
column-6 bbox=[1363, 132, 1583, 2111]
article-paragraph: Ὁ κ. Κουρουνιώτης ἀνεῦρεν ἐκεῖ διαφόρους ἀρχαιότητας, μεταξὺ τῶν ὁποίων: 1) Ἀγαλμάτιον χαλκοῦν ἀρχαϊκόν. 2) Πολλὰ τεμάχια χαλκῶν ἀγγείων. 3) Ἑπτὰ λύχνοι αἰθριοί. 4) Δύο ξίφη. 5) Τόξον δηλαδὴ ἀρχαῖον πάνυ σπάνιον. bbox=[1363, 1431, 1583, 1569]
article-paragraph: Ὁ μέσος ὅρος τῆς τιμῆς τοῦ φράγκου διὰ τὴν χθεσινὴν ἡμέραν ὑπελογίσθη εἰς 1,66 1/2 ἕως 1,67 1/4 μετὰ μεσημβρίαν. bbox=[1111, 1145, 1350, 1213]
article-paragraph: Ὁ ἀρχιεπίσκοπος Ἀργολίδος κ. Νικηφόρος διὰ ὑπομνήματός του πρὸς τὸ ὑπουργεῖον τῶν Ἐκκλησιαστικῶν διαμαρτύρεται διὰ τὸν τρόπον καθ᾽ ὃν ἐγένετο ἡ ἐκλογὴ τῶν νέων Συνοδικῶν. bbox=[842, 1004, 1098, 1107]
section-heading: Η ΥΓΕΙΑ ΤΟΥ κ. ΔΗΛΙΓΙΑΝΝΗ bbox=[867, 1115, 1073, 1130]
article-paragraph: Ὁ διευθυντὴς τῆς Τραπέζης Ἀθηνῶν κ. Πεσματζόγλου μᾶς εἶπε χθὲς τὰ ἑξῆς σχετικῶς μὲ τὴν ὕψωσιν τοῦ Συναλλάγματος: Δὲν πρέπει νὰ δίδεται μεγάλη σημασία εἰς τὴν ὕψωσιν. Αὕτη εἶνε συνέπεια τῶν μεγάλων ἀγορῶν. Ἡ κυβέρνησις δὲν εὐθύνεται, εὐθύνονται αἱ τράπεζαι. Τὸ φράγκον θὰ πέσῃ εἰς 1,50 μόνον τοῦ. bbox=[1111, 1375, 1350, 1583]
article-paragraph: Ὑπὸ τὸ πρόσχημα δὲ τῆς ἀνάγκης ἐκτελέσεως δημοτικῶν ἔργων εἰς τὸν Πειραιᾶ ἐδαπανήθησαν 30,600 δρχ. εἰς ἔργα ἀσήμαντα, τὰ ὁποῖα οὐδεὶς ἐζήτησε. bbox=[347, 1955, 556, 2058]
section-heading: Η ΧΘΕΣΙΝΗ ΥΠΟΥΡΓΙΚΗ ΣΥΣΚΕΨΙΣ bbox=[865, 354, 1075, 393]
school-ad bbox=[574, 1450, 825, 1615]
article-paragraph: Μεταξὺ τῶν εἰς ὑπογραφὴν τοῦ Στρατιωτικοῦ ληφθέντων ἐκ Κέρκυρας διαταγμάτων εἶνε καὶ ἀρκετὰ ἀφορῶντα τοποθετήσεις ἀξιωματικῶν. bbox=[1363, 536, 1583, 622]
column-divider bbox=[563, 128, 564, 2116]
masthead: ΕΜΠΡΟΣ bbox=[715, 98, 885, 128]
article-paragraph: Ἀλλ᾽ ἀκούσατε κάτι τοῦτο ἀτόπημα. Εἰς τὸν Πρωτοπολίτην τοῦ Πειραιῶς ἐδόθησαν 3,000 δραχμῶν, διὰ τὰ ἔξοδα τοῦ Νομάρχου διὰ τὴν ἐπιθεώρησιν τῆς τάξεως καὶ ἀσφαλείας εἰς τὴν πόλιν. Οὕτω δὲ ἡ Κυβέρνησις ἔπραξε πάντα ὅσα ἠδύνατο ὅπως ὑποστηρίξῃ τὸν ὑποψήφιόν της. bbox=[570, 604, 829, 759]
article-paragraph: Ἐνῷ λοιπὸν ἡ Κυβέρνησις ὤφειλε πρὸ τοιαύτης καταστάσεως νὰ λάβῃ μέτρα τείνοντα εἰς βελτίωσιν τῶν δικῶν τῆς ἀπονομῆς τῆς Δικαιοσύνης, συνιστᾷ νέα Πρωτοδικεῖα, τὰ ὁποῖα αὐτὴ ἀναφέρει ὡς στερούμενα τῶν ἀναγκαίων ἐργαζομένων. bbox=[128, 687, 333, 843]
subheading: Εἰκόνες σπατάλης καὶ ἀνοησιῶν bbox=[146, 1511, 315, 1544]
section-heading: ΤΟ ΣΥΜΠΕΡΑΣΜΑ bbox=[373, 1531, 530, 1551]
subheading: Ἐπιστροφὴ Διαταγμάτων bbox=[1376, 515, 1570, 530]
ad-text: παρὰ τὴν ἁγίαν Λουκᾶν ἐν Πατησίοις τὸ ἄνω πάτωμα οἰκίας μετὰ πάντων τῶν ἀπαιτουμένων καὶ εὐρυχώρου αὐλῆς. Πληροφορίαι εἰς τὸ γραφεῖον μας. bbox=[570, 1357, 829, 1443]
ad-heading: ΕΝΟΙΚΙΑΖΕΤΑΙ bbox=[584, 1357, 696, 1373]
section-heading: ΣΠΟΥΔΑΙΑ ΕΥΡΗΜΑΤΑ ΕΙΣ ΤΑ ΤΡΙΚΚΑΛΑ bbox=[1374, 1019, 1572, 1059]
section-heading: ΔΗΛΩΣΙΣ bbox=[650, 1620, 749, 1645]
